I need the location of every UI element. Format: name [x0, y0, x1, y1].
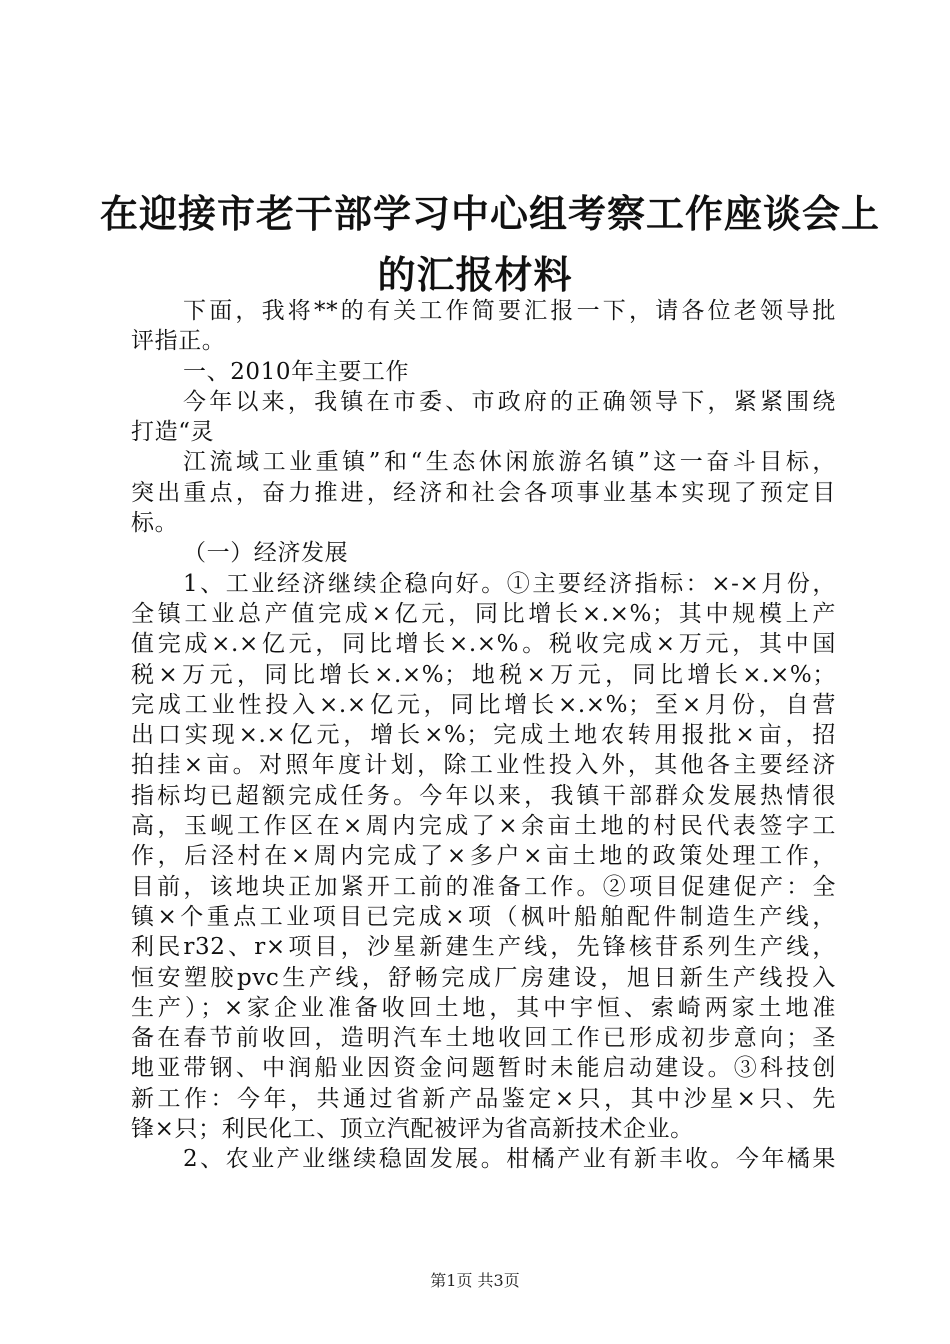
- body-line: 完成工业性投入×.×亿元，同比增长×.×%；至×月份，自营: [131, 691, 836, 718]
- document-title-line-2: 的汇报材料: [377, 252, 573, 297]
- body-line: 今年以来，我镇在市委、市政府的正确领导下，紧紧围绕: [183, 388, 836, 415]
- body-line: 高，玉岘工作区在×周内完成了×余亩土地的村民代表签字工: [131, 813, 836, 840]
- body-line: 恒安塑胶pvc生产线，舒畅完成厂房建设，旭日新生产线投入: [131, 964, 836, 991]
- body-line: 江流域工业重镇”和“生态休闲旅游名镇”这一奋斗目标，: [183, 449, 836, 476]
- body-line: 值完成×.×亿元，同比增长×.×%。税收完成×万元，其中国: [131, 631, 836, 658]
- body-line: 全镇工业总产值完成×亿元，同比增长×.×%；其中规模上产: [131, 600, 836, 627]
- body-line: 目前，该地块正加紧开工前的准备工作。②项目促建促产：全: [131, 873, 836, 900]
- body-line: 出口实现×.×亿元，增长×%；完成土地农转用报批×亩，招: [131, 722, 836, 749]
- body-line: 拍挂×亩。对照年度计划，除工业性投入外，其他各主要经济: [131, 752, 836, 779]
- body-line: 打造“灵: [131, 419, 215, 446]
- section-heading: 一、2010年主要工作: [183, 358, 410, 385]
- body-line: 地亚带钢、中润船业因资金问题暂时未能启动建设。③科技创: [131, 1055, 836, 1082]
- body-line: 1、工业经济继续企稳向好。①主要经济指标：×-×月份，: [183, 570, 836, 597]
- body-line: 评指正。: [131, 328, 226, 355]
- body-line: 指标均已超额完成任务。今年以来，我镇干部群众发展热情很: [131, 782, 836, 809]
- body-line: 锋×只；利民化工、顶立汽配被评为省高新技术企业。: [131, 1116, 694, 1143]
- body-line: 利民r32、r×项目，沙星新建生产线，先锋核苷系列生产线，: [131, 934, 836, 961]
- document-body: [131, 296, 836, 1175]
- body-line: 生产）；×家企业准备收回土地，其中宇恒、索崎两家土地准: [131, 994, 836, 1021]
- body-line: 作，后泾村在×周内完成了×多户×亩土地的政策处理工作，: [131, 843, 836, 870]
- body-line: 镇×个重点工业项目已完成×项（枫叶船舶配件制造生产线，: [131, 903, 836, 930]
- body-line: 下面，我将**的有关工作简要汇报一下，请各位老领导批: [183, 298, 836, 324]
- body-line: 税×万元，同比增长×.×%；地税×万元，同比增长×.×%；: [131, 661, 836, 688]
- body-line: 新工作：今年，共通过省新产品鉴定×只，其中沙星×只、先: [131, 1085, 836, 1112]
- page-footer: 第1页 共3页: [430, 1271, 520, 1290]
- subsection-heading: （一）经济发展: [183, 540, 349, 567]
- body-line: 2、农业产业继续稳固发展。柑橘产业有新丰收。今年橘果: [183, 1146, 836, 1173]
- body-line: 标。: [131, 510, 179, 537]
- body-line: 备在春节前收回，造明汽车土地收回工作已形成初步意向；圣: [131, 1025, 836, 1052]
- document-title-line-1: 在迎接市老干部学习中心组考察工作座谈会上: [100, 191, 881, 236]
- body-line: 突出重点，奋力推进，经济和社会各项事业基本实现了预定目: [131, 479, 836, 506]
